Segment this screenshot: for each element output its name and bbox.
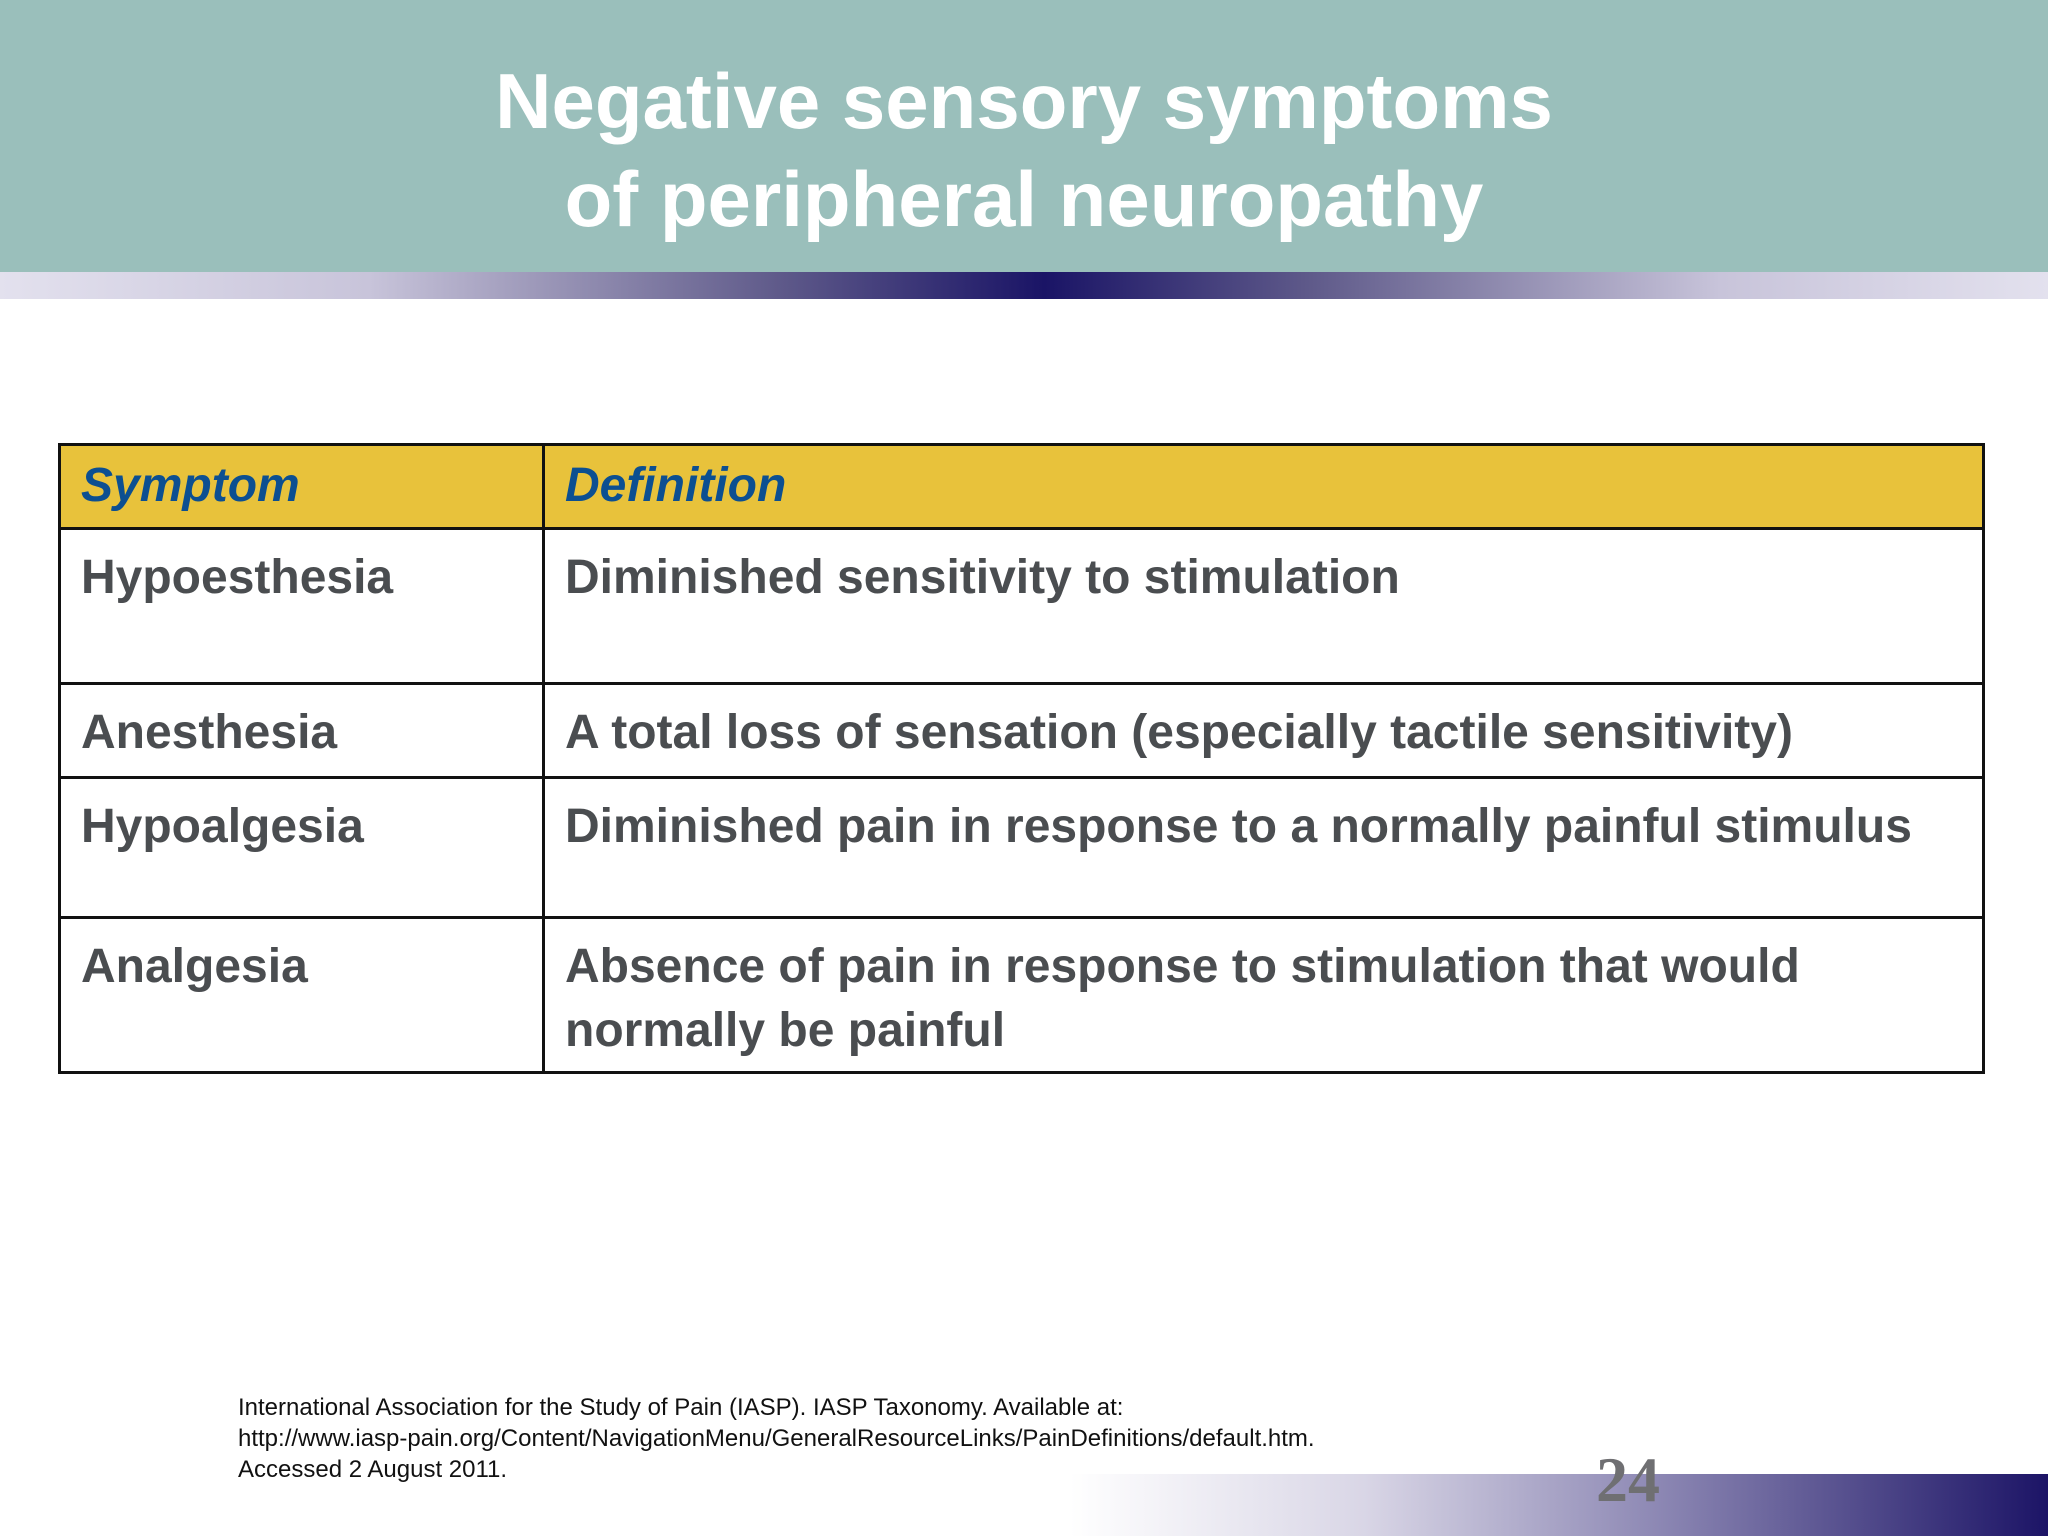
table-row [60,684,1984,778]
table-row [60,529,1984,684]
footnote-line-3: Accessed 2 August 2011. [238,1456,508,1483]
table-row [60,918,1984,1073]
slide-title [0,52,2048,248]
title-gradient-bar [0,272,2048,299]
definition-cell: Diminished pain in response to a normally painful stimulus [544,778,1984,918]
table-row [60,778,1984,918]
footnote-line-2: http://www.iasp-pain.org/Content/NavigationMenu/GeneralResourceLinks/PainDefinitions/default.htm. [238,1425,1315,1452]
definition-cell: Absence of pain in response to stimulation that would normally be painful [544,918,1984,1073]
symptom-cell: Anesthesia [60,684,544,778]
symptom-table [58,443,1985,1074]
header-symptom: Symptom [60,445,544,529]
footer-gradient-bar [1070,1474,2048,1536]
footnote-line-1: International Association for the Study of Pain (IASP). IASP Taxonomy. Available at: [238,1394,1124,1421]
definition-cell: A total loss of sensation (especially tactile sensitivity) [544,684,1984,778]
symptom-cell: Hypoesthesia [60,529,544,684]
header-definition: Definition [544,445,1984,529]
table-header-row [60,445,1984,529]
reference-footnote [238,1392,1538,1485]
slide-title-line-1: Negative sensory symptoms [495,57,1553,145]
symptom-cell: Analgesia [60,918,544,1073]
page-number: 24 [1596,1444,1660,1515]
definition-cell: Diminished sensitivity to stimulation [544,529,1984,684]
slide-title-line-2: of peripheral neuropathy [564,155,1484,243]
symptom-cell: Hypoalgesia [60,778,544,918]
